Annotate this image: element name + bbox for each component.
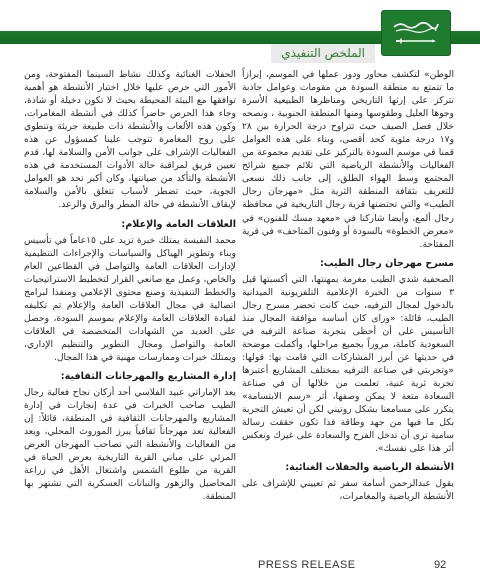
section-heading: إدارة المشاريع والمهرجانات الثقافية: (60, 371, 236, 383)
press-release-label: PRESS RELEASE (258, 559, 356, 571)
page-number: 92 (434, 559, 447, 571)
paragraph: الحفلات الغنائية وكذلك نشاط السينما المفتوحة، ومن الأمور التي حرص عليها خلال اختيار الأنشطة هو أهمية توافقها مع البيئة المحيطة بحيث لا تكون دخيلة أو شاذة، وجاء هذا الحرص حاضراً كذلك في أنشطة المغامرات، وكون هذه الألعاب والأنشطة ذات طبيعة جريئة وتنطوي على روح المغامرة تتوجب علينا كمسؤول عن هذه الفعاليات الإشراف على جوانب الأمن والسلامة لها، قدم تعيين فريق لمراقبة حالة الأدوات المستخدمة في هذه الأنشطة والتأكد من صيانتها، وكان أكبر تحد هو العوامل الجوية، حيث تضطر لأسباب تتعلق بالأمن والسلامة لإيقاف الأنشطة في حالة المطر والبرق والرعد. (24, 69, 236, 211)
paragraph: محمد النفيسة يمتلك خبرة تزيد على ١٥عاماً في تأسيس وبناء وتطوير الهياكل والسياسات والإجراءات التنظيمية لإدارات العلاقات العامة والتواصل في القطاعين العام والخاص، وعمل مع صانعي القرار لتخطيط الاستراتيجيات والخطط التنفيذية وصنع محتوى الإعلامي ومنفذا لبرامج اتصالية في مجال العلاقات العامة والإعلام تم تكليفه لقيادة العلاقات العامة والإعلام بموسم السودة، وحصل على العديد من الشهادات المتخصصة في العلاقات العامة والتواصل ومجال التطوير والتنظيم الإداري، ويمتلك خبرات وممارسات مهنية في هذا المجال. (24, 234, 236, 363)
right-column (242, 68, 454, 508)
saudi-flag-icon (382, 11, 450, 55)
paragraph: يعد الإماراتي عبيد الفلاسي أحد أركان نجاح فعالية رجال الطيب صاحب الخبرات في عدة إنجازات في إدارة المشاريع والمهرجانات الثقافية في المنطقة، قائلاً: إن الفعالية تعد مهرجاناً ثقافياً يبرز الموروث المحلي، ويعد من الفعاليات والأنشطة التي تصاحب المهرجان العرض المرئي على مباني القرية التاريخية بعرض الحياة في القرية من طلوع الشمس واشتغال الأهل في زراعة المحاصيل والزهور والنباتات العسكرية التي تشتهر بها المنطقة. (24, 387, 236, 503)
paragraph: الصحفية شدي الطيب مغرمة بمهنتها، التي أكسبتها قبل ٣ سنوات من الخبرة الإعلامية التلفزيونية الميدانية بالدخول لمجال الترفيه، حيث كانت تحضر مسرح رجال الطيب، قائلة: «وراى كان أساسه موافقة المجال منذ التأسيس على أن أحظى بتجربة صناعة الترفيه في السعودية كاملة، مروراً بجميع مراحلها، وأكملت موضحة في حديثها عن أبرز المشاركات التي قامت بها: قولها: «وتجربتي في صناعة الترفيه بمختلف المشاريع أعتبرها تجربة ثرية غنية، تعلمت من خلالها أن في صناعة السعادة متعة لا يمكن وصفها، أثر «رسم الابتسامة» يتكرر على مسامعنا بشكل روتيني لكن أن تعيش التجربة بكل ما فيها من جهد وطاقة فذا تكون حققت رسالة سامية ترى أن تدخل الفرح والسعادة على غيرك وتعكس أثر هذا على نفسك». (242, 273, 454, 455)
section-heading: العلاقات العامة والإعلام: (121, 218, 236, 230)
paragraph: يقول عبدالرحمن أسامة سفر ثم تعييني للإشراف على الأنشطة الرياضية والمغامرات، (242, 478, 454, 503)
page-header (0, 0, 480, 66)
section-heading: الأنشطة الرياضية والحفلات الغنائية: (285, 462, 454, 474)
section-heading: مسرح مهرجان رجال الطيب: (319, 257, 454, 269)
section-title: الملخص التنفيذي (271, 44, 375, 63)
paragraph: الوطن» لتكشف محاور ودور عملها في الموسم، إبرازاً ما تتمتع به منطقة السودة من مقومات وعوامل جاذبة تتركز على إرثها التاريخي ومناظرها الطبيعية الأسرة وجوها العليل وطقوسها ومنها المنطقة الجنوبية ، ونصحه خلال فصل الصيف حيث تتراوح درجة الحرارة بين ٢٨ و١٧ درجة مئوية كحد أقصى، وبناء على هذه العوامل قمنا في موسم السودة بالتركيز على تقديم مجموعة من الفعاليات والأنشطة الرياضية التي تلائم جميع شرائح المجتمع وسط الهواء الطلق، إلى جانب ذلك نسعى للتعريف بثقافة المنطقة الثرية مثل «مهرجان رجال الطيب» والتي تحتضنها قرية رجال التاريخية في محافظة رجال ألمع، وأيضا شاركنا في «معهد مسك للفنون» في «معرض الخطوة» بالسودة أو وفنون المتاحف» في قرية المفتاحة. (242, 69, 454, 250)
left-column (24, 68, 236, 508)
page-footer (0, 559, 480, 575)
